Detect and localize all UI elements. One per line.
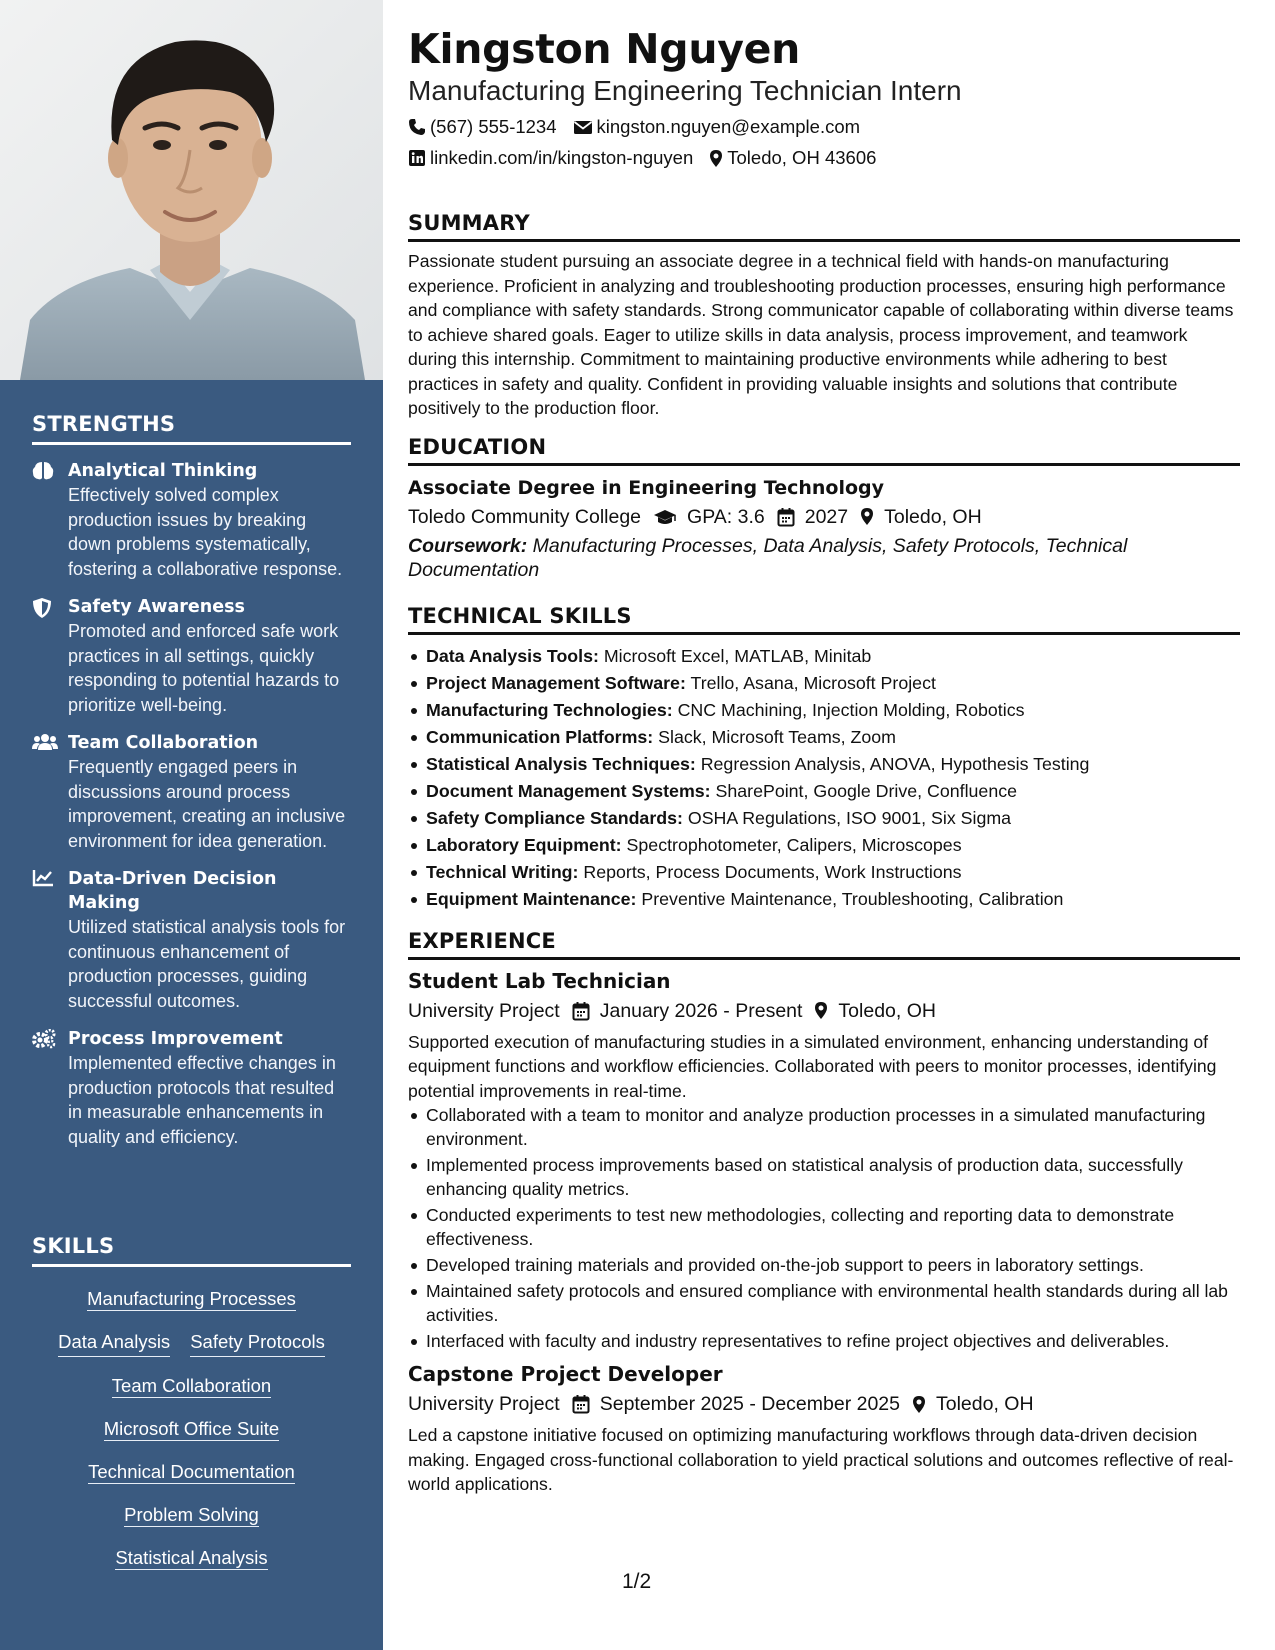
chart-line-icon: [32, 867, 58, 1013]
strength-title: Analytical Thinking: [68, 461, 258, 481]
strength-item: [32, 459, 351, 581]
skill-category: Equipment Maintenance:: [426, 888, 637, 909]
strength-description: Implemented effective changes in production protocols that resulted in measurable enhancements in quality and efficiency.: [68, 1053, 336, 1147]
job-location: [912, 1389, 1034, 1419]
skill-tag: Manufacturing Processes: [87, 1288, 296, 1309]
technical-skills-section: [408, 604, 1240, 913]
strengths-heading: STRENGTHS: [32, 412, 351, 445]
strength-description: Effectively solved complex production issues by breaking down problems systematically, fostering a collaborative response.: [68, 485, 343, 579]
brain-icon: [32, 459, 58, 581]
list-item: [408, 724, 1240, 751]
skill-category: Communication Platforms:: [426, 726, 654, 747]
location-text: Toledo, OH: [935, 1393, 1034, 1415]
education-heading: EDUCATION: [408, 435, 1240, 466]
list-item: [408, 670, 1240, 697]
page-number: 1/2: [622, 1570, 652, 1593]
job-entry: [408, 966, 1240, 1354]
skill-tag: Technical Documentation: [88, 1461, 295, 1482]
year-text: 2027: [804, 505, 849, 528]
org-text: University Project: [408, 1393, 560, 1415]
summary-text: Passionate student pursuing an associate degree in a technical field with hands-on manufacturing experience. Proficient in analyzing and troubleshooting production processes, ensuring high performance and compliance with safety standards. Strong communicator capable of collaborating within diverse teams to achieve shared goals. Eager to utilize skills in data analysis, process improvement, and teamwork during this internship. Commitment to maintaining productive environments while adhering to best practices in safety and quality. Confident in providing valuable insights and solutions that contribute positively to the production floor.: [408, 251, 1234, 418]
job-bullets: [408, 1103, 1240, 1353]
skill-category: Data Analysis Tools:: [426, 645, 599, 666]
skill-tag: Data Analysis: [58, 1328, 170, 1357]
envelope-icon: [573, 119, 593, 135]
candidate-name: Kingston Nguyen: [408, 25, 801, 73]
strength-description: Promoted and enforced safe work practices in all settings, quickly responding to potential hazards to prioritize well-being.: [68, 621, 340, 715]
list-item: [408, 751, 1240, 778]
strengths-section: [32, 412, 351, 1149]
candidate-title: Manufacturing Engineering Technician Intern: [408, 75, 962, 106]
list-item: [408, 859, 1240, 886]
skill-row: [32, 1372, 351, 1400]
skill-tag: Statistical Analysis: [115, 1547, 268, 1568]
map-pin-icon: [709, 149, 723, 168]
skill-category: Manufacturing Technologies:: [426, 699, 673, 720]
map-pin-icon: [814, 1001, 828, 1020]
job-summary: Supported execution of manufacturing studies in a simulated environment, enhancing understanding of equipment functions and workflow efficiencies. Collaborated with peers to monitor processes, identifying potential improvements in real-time.: [408, 1031, 1217, 1101]
list-item: [408, 778, 1240, 805]
skill-row: [32, 1285, 351, 1313]
skill-values: Microsoft Excel, MATLAB, Minitab: [598, 645, 872, 666]
list-item: Conducted experiments to test new methodologies, collecting and reporting data to demonstrate effectiveness.: [408, 1203, 1240, 1251]
experience-heading: EXPERIENCE: [408, 929, 1240, 960]
coursework: [408, 534, 1240, 582]
email-address[interactable]: kingston.nguyen@example.com: [596, 116, 861, 137]
job-title: Student Lab Technician: [408, 968, 671, 993]
job-summary: Led a capstone initiative focused on optimizing manufacturing workflows through data-driven decision making. Engaged cross-functional collaboration to yield practical solutions and outcomes reflective of real-world applications.: [408, 1425, 1234, 1494]
skills-list: [32, 1277, 351, 1579]
users-icon: [32, 731, 58, 853]
summary-heading: SUMMARY: [408, 211, 1240, 242]
job-org: [408, 1389, 560, 1419]
calendar-icon: [777, 507, 795, 527]
skill-row: [32, 1458, 351, 1486]
skill-values: Trello, Asana, Microsoft Project: [685, 672, 936, 693]
list-item: Maintained safety protocols and ensured compliance with environmental health standards during all lab activities.: [408, 1279, 1240, 1327]
strength-title: Data-Driven Decision Making: [68, 869, 277, 913]
strength-item: [32, 595, 351, 717]
strength-title: Process Improvement: [68, 1029, 283, 1049]
linkedin-icon: [408, 149, 426, 167]
school-location: [860, 502, 982, 532]
skill-tag: Problem Solving: [124, 1504, 259, 1525]
skill-tag: Microsoft Office Suite: [103, 1418, 280, 1439]
map-pin-icon: [860, 507, 874, 526]
org-text: University Project: [408, 999, 560, 1022]
skill-row: [32, 1544, 351, 1572]
skill-category: Project Management Software:: [426, 672, 686, 693]
contact-row: [408, 114, 1240, 140]
map-pin-icon: [912, 1395, 926, 1414]
job-location: [814, 996, 936, 1026]
strength-item: [32, 867, 351, 1013]
dates-text: September 2025 - December 2025: [599, 1393, 900, 1415]
skill-values: SharePoint, Google Drive, Confluence: [710, 780, 1017, 801]
summary-section: [408, 211, 1240, 421]
list-item: [408, 832, 1240, 859]
graduation-year: [777, 502, 848, 532]
list-item: [408, 805, 1240, 832]
gpa-text: GPA: 3.6: [687, 505, 765, 528]
coursework-label: Coursework:: [408, 534, 528, 557]
profile-photo: [0, 0, 383, 380]
gears-icon: [32, 1027, 58, 1149]
strength-title: Team Collaboration: [68, 733, 259, 753]
job-dates: [572, 1389, 900, 1419]
skill-category: Laboratory Equipment:: [426, 834, 622, 855]
coursework-list: Manufacturing Processes, Data Analysis, Safety Protocols, Technical Documentation: [408, 534, 1128, 581]
skill-values: CNC Machining, Injection Molding, Robotics: [672, 699, 1025, 720]
list-item: Implemented process improvements based on statistical analysis of production data, successfully enhancing quality metrics.: [408, 1153, 1240, 1201]
strength-description: Utilized statistical analysis tools for continuous enhancement of production processes, guiding successful outcomes.: [68, 917, 346, 1011]
skill-category: Statistical Analysis Techniques:: [426, 753, 696, 774]
shield-icon: [32, 595, 58, 717]
location-text: Toledo, OH: [838, 999, 936, 1022]
list-item: [408, 886, 1240, 913]
location-contact: [709, 145, 876, 171]
linkedin-url[interactable]: linkedin.com/in/kingston-nguyen: [430, 147, 694, 168]
sidebar: [0, 0, 383, 1650]
job-org: [408, 996, 560, 1026]
skills-section: [32, 1234, 351, 1579]
linkedin-contact[interactable]: [408, 145, 693, 171]
education-section: [408, 435, 1240, 582]
location-text: Toledo, OH 43606: [727, 147, 877, 168]
job-entry: [408, 1359, 1240, 1497]
list-item: Interfaced with faculty and industry representatives to refine project objectives and deliverables.: [408, 1329, 1240, 1353]
phone-icon: [408, 118, 426, 136]
skill-row: [32, 1415, 351, 1443]
dates-text: January 2026 - Present: [599, 999, 803, 1022]
experience-section: [408, 929, 1240, 1497]
skill-values: Preventive Maintenance, Troubleshooting, Calibration: [636, 888, 1064, 909]
skill-category: Technical Writing:: [426, 861, 579, 882]
degree-title: Associate Degree in Engineering Technology: [408, 476, 885, 499]
list-item: [408, 697, 1240, 724]
strength-item: [32, 1027, 351, 1149]
skill-category: Document Management Systems:: [426, 780, 711, 801]
education-meta: [408, 502, 1240, 532]
skill-category: Safety Compliance Standards:: [426, 807, 683, 828]
school-name: [408, 502, 641, 532]
calendar-icon: [572, 1394, 590, 1414]
list-item: Collaborated with a team to monitor and analyze production processes in a simulated manufacturing environment.: [408, 1103, 1240, 1151]
list-item: Developed training materials and provided on-the-job support to peers in laboratory settings.: [408, 1253, 1240, 1277]
list-item: [408, 643, 1240, 670]
skill-values: Regression Analysis, ANOVA, Hypothesis Testing: [695, 753, 1090, 774]
technical-skills-list: [408, 643, 1240, 913]
phone-contact: [408, 114, 557, 140]
location-text: Toledo, OH: [884, 505, 982, 528]
strength-title: Safety Awareness: [68, 597, 245, 617]
strength-description: Frequently engaged peers in discussions around process improvement, creating an inclusive environment for idea generation.: [68, 757, 346, 851]
gpa: [653, 502, 765, 532]
phone-number: (567) 555-1234: [430, 116, 557, 137]
skill-tag: Team Collaboration: [111, 1375, 272, 1396]
skill-values: Reports, Process Documents, Work Instructions: [578, 861, 962, 882]
skills-heading: SKILLS: [32, 1234, 351, 1267]
email-contact[interactable]: [573, 114, 861, 140]
skill-tag: Safety Protocols: [190, 1328, 325, 1357]
skill-row: [32, 1501, 351, 1529]
skill-values: OSHA Regulations, ISO 9001, Six Sigma: [682, 807, 1012, 828]
technical-skills-heading: TECHNICAL SKILLS: [408, 604, 1240, 635]
skill-values: Slack, Microsoft Teams, Zoom: [653, 726, 896, 747]
contact-row: [408, 145, 1240, 171]
job-dates: [572, 996, 803, 1026]
graduation-cap-icon: [653, 508, 677, 526]
strength-item: [32, 731, 351, 853]
job-meta: [408, 1389, 1240, 1419]
skill-values: Spectrophotometer, Calipers, Microscopes: [621, 834, 962, 855]
job-meta: [408, 996, 1240, 1026]
calendar-icon: [572, 1001, 590, 1021]
job-title: Capstone Project Developer: [408, 1362, 723, 1386]
school-text: Toledo Community College: [408, 505, 642, 528]
main-content: [408, 24, 1240, 1497]
